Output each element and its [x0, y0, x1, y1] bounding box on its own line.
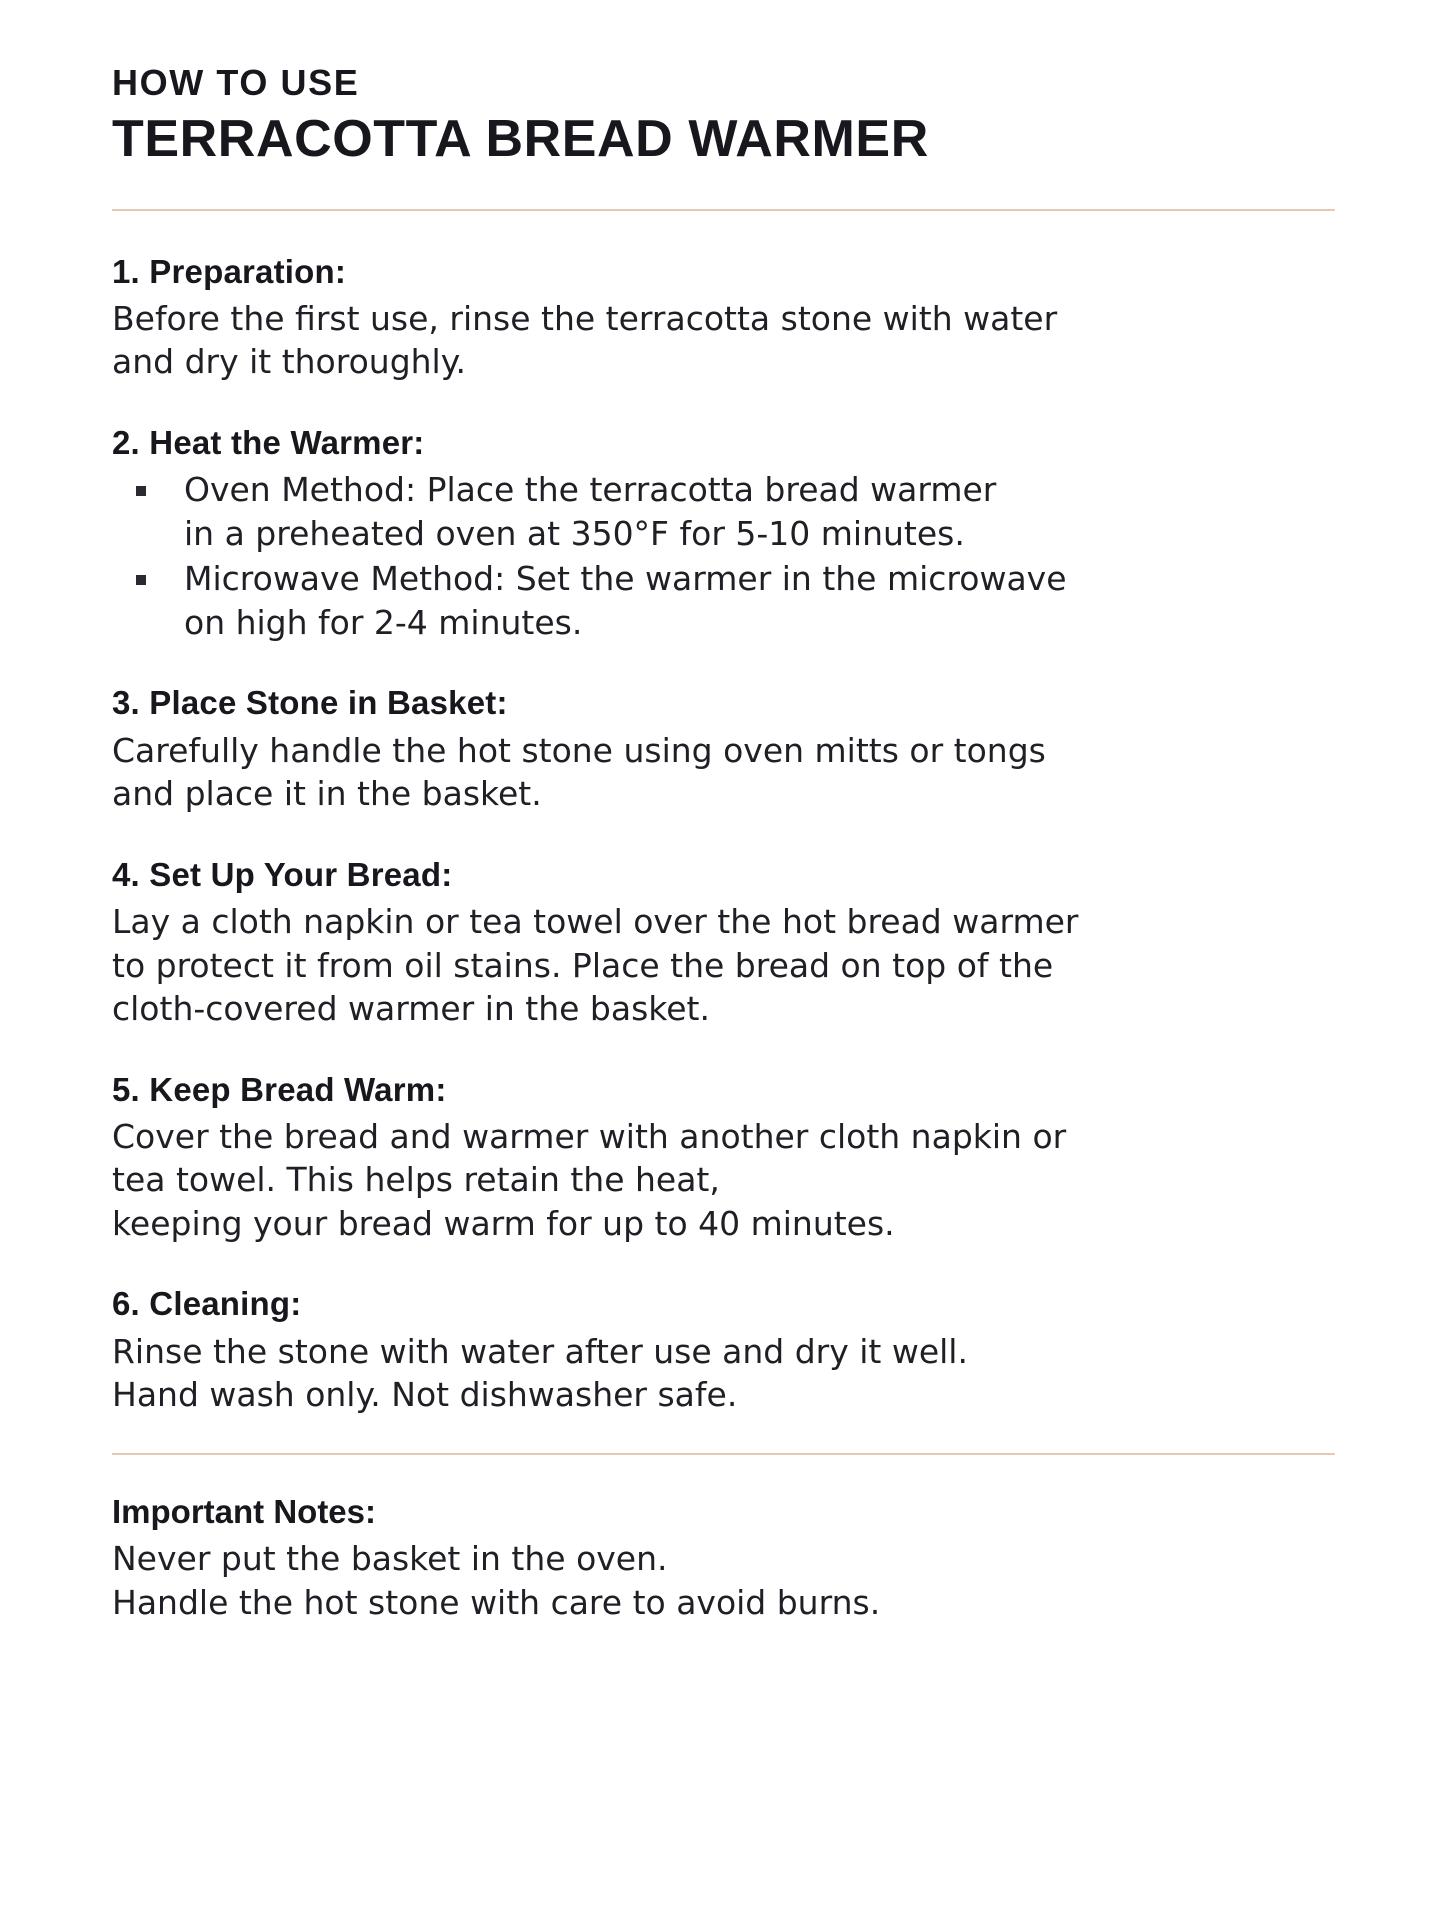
step-body	[112, 1115, 1262, 1246]
step-body	[112, 900, 1262, 1031]
document-header	[112, 62, 1335, 169]
list-item	[112, 557, 1335, 644]
step-body-line: and place it in the basket.	[112, 774, 542, 814]
eyebrow-text: HOW TO USE	[112, 62, 360, 103]
step-heading: 4. Set Up Your Bread:	[112, 855, 453, 893]
list-item	[112, 468, 1335, 555]
instruction-step	[112, 854, 1335, 1031]
step-body-line: cloth-covered warmer in the basket.	[112, 989, 710, 1029]
step-body	[112, 297, 1262, 384]
list-item-line: on high for 2-4 minutes.	[184, 602, 583, 642]
page-title: TERRACOTTA BREAD WARMER	[112, 110, 929, 169]
instruction-step	[112, 1283, 1335, 1416]
instruction-step	[112, 1069, 1335, 1246]
step-body-line: keeping your bread warm for up to 40 minutes.	[112, 1203, 895, 1243]
instruction-step	[112, 251, 1335, 384]
bullet-square-icon	[136, 575, 146, 585]
step-body-line: Carefully handle the hot stone using oven mitts or tongs	[112, 730, 1046, 770]
important-notes-line: Never put the basket in the oven.	[112, 1539, 668, 1579]
step-body-line: to protect it from oil stains. Place the bread on top of the	[112, 945, 1054, 985]
instruction-step	[112, 422, 1335, 644]
instruction-sections	[112, 251, 1335, 1417]
header-divider	[112, 209, 1335, 211]
step-body-line: Before the first use, rinse the terracotta stone with water	[112, 298, 1058, 338]
list-item-line: Oven Method: Place the terracotta bread warmer	[184, 470, 997, 510]
step-body-line: Hand wash only. Not dishwasher safe.	[112, 1375, 738, 1415]
step-body-line: and dry it thoroughly.	[112, 342, 467, 382]
step-heading: 5. Keep Bread Warm:	[112, 1070, 447, 1108]
step-body-line: tea towel. This helps retain the heat,	[112, 1160, 720, 1200]
step-bullet-list	[112, 468, 1335, 644]
notes-divider	[112, 1453, 1335, 1455]
important-notes-line: Handle the hot stone with care to avoid burns.	[112, 1582, 881, 1622]
step-body-line: Cover the bread and warmer with another cloth napkin or	[112, 1116, 1067, 1156]
step-body-line: Lay a cloth napkin or tea towel over the hot bread warmer	[112, 901, 1079, 941]
step-body	[112, 729, 1262, 816]
important-notes-heading: Important Notes:	[112, 1492, 376, 1530]
step-heading: 1. Preparation:	[112, 252, 347, 290]
step-heading: 3. Place Stone in Basket:	[112, 684, 508, 722]
list-item-line: Microwave Method: Set the warmer in the microwave	[184, 559, 1067, 599]
step-body-line: Rinse the stone with water after use and dry it well.	[112, 1331, 968, 1371]
step-body	[112, 1330, 1262, 1417]
important-notes	[112, 1491, 1335, 1624]
important-notes-body	[112, 1537, 1262, 1624]
step-heading: 6. Cleaning:	[112, 1285, 302, 1323]
step-heading: 2. Heat the Warmer:	[112, 423, 425, 461]
bullet-square-icon	[136, 486, 146, 496]
instruction-step	[112, 682, 1335, 815]
list-item-line: in a preheated oven at 350°F for 5-10 minutes.	[184, 513, 965, 553]
